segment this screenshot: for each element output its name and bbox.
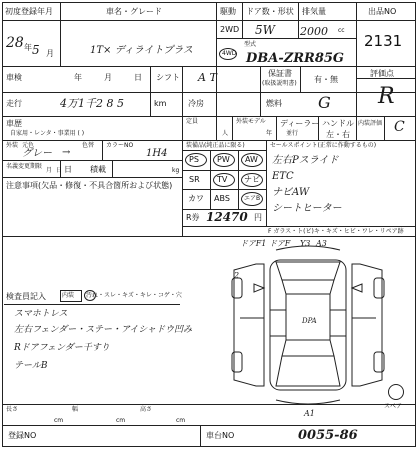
grid-h2 bbox=[2, 66, 415, 67]
equip-h5 bbox=[182, 226, 415, 227]
shaken-label: 車検 bbox=[6, 73, 22, 82]
color-no-label: カラーNO bbox=[106, 142, 134, 149]
diag-mark-ff: ドアF1 ドアF bbox=[240, 239, 291, 248]
changed-day: 日 bbox=[56, 167, 63, 174]
diag-mark-dpa: DPA bbox=[302, 317, 317, 325]
mileage-label: 走行 bbox=[6, 99, 22, 108]
mileage-value: 4万1千2 8 5 bbox=[60, 97, 124, 110]
color-arrow: → bbox=[62, 147, 71, 158]
grid-v-cap2 bbox=[232, 116, 233, 140]
dealer-sub: 並行 bbox=[286, 130, 299, 137]
width-unit: cm bbox=[116, 417, 126, 424]
lot-value: 2131 bbox=[364, 32, 403, 50]
first-reg-label: 初度登録年月 bbox=[5, 7, 53, 16]
recycle-value: 12470 bbox=[206, 210, 248, 224]
note-4: テールB bbox=[14, 361, 48, 371]
handle-label: ハンドル bbox=[322, 119, 354, 128]
handle-value: 左・右 bbox=[326, 130, 350, 139]
displacement-value: 2000 bbox=[300, 25, 328, 38]
load-label: 積載 bbox=[90, 165, 106, 174]
first-reg-year: 28 bbox=[6, 35, 24, 51]
original-label: 元色 bbox=[22, 142, 35, 149]
note-3: Rドアフェンダー千すり bbox=[14, 343, 110, 353]
color-no-value: 1H4 bbox=[146, 148, 168, 159]
diag-mark-2: 2 bbox=[234, 271, 240, 280]
history-sub: 自家用・レンタ・事業用 ( ) bbox=[10, 130, 85, 137]
fuel-value: G bbox=[318, 93, 331, 112]
grid-h7 bbox=[2, 177, 182, 178]
frame-top bbox=[2, 2, 416, 3]
lot-label: 出品NO bbox=[368, 7, 397, 16]
width-label: 幅 bbox=[72, 406, 79, 413]
car-name-label: 車名・グレード bbox=[106, 7, 162, 16]
history-label: 車歴 bbox=[6, 119, 22, 128]
diag-mark-y3: Y3 bbox=[300, 239, 311, 248]
drive-4wd: 4WD bbox=[222, 50, 237, 57]
grid-v-cap bbox=[182, 116, 183, 140]
grid-h-score bbox=[356, 78, 415, 79]
cc-unit: cc bbox=[338, 27, 345, 34]
inspector-rule bbox=[4, 304, 180, 305]
drive-value: 2WD bbox=[220, 25, 240, 34]
diag-mark-a1: A1 bbox=[304, 409, 315, 418]
interior-value: C bbox=[394, 119, 405, 135]
inspector-interior-label: 内装 bbox=[62, 292, 75, 299]
shaken-year: 年 bbox=[74, 73, 82, 82]
equip-pw: PW bbox=[217, 155, 230, 164]
grid-v4 bbox=[298, 2, 299, 38]
equipment-title: 装備品(純正品に限る) bbox=[186, 142, 245, 149]
grid-v-shift bbox=[150, 66, 151, 116]
chassis-label: 車台NO bbox=[206, 431, 235, 440]
height-label: 高さ bbox=[140, 406, 153, 413]
shaken-month: 月 bbox=[104, 73, 112, 82]
warranty-value: 有・無 bbox=[314, 75, 338, 84]
sales-point-4: シートヒーター bbox=[272, 203, 342, 214]
equip-airbag: エアB bbox=[244, 195, 261, 202]
first-reg-month: 5 bbox=[32, 43, 40, 57]
car-diagram bbox=[228, 240, 388, 410]
car-name-value: 1T× ディライトプラス bbox=[90, 45, 193, 56]
warranty-label: 保証書 bbox=[268, 69, 292, 78]
recycle-label: R券 bbox=[186, 213, 200, 222]
inspector-interior-options: 汚れ・スレ・キズ・キレ・コゲ・穴 bbox=[86, 292, 182, 299]
equip-ps: PS bbox=[189, 155, 199, 164]
chassis-value: 0055-86 bbox=[298, 428, 358, 443]
grid-v-colorno bbox=[102, 140, 103, 160]
grid-h6 bbox=[2, 160, 182, 161]
frame-left bbox=[2, 2, 3, 447]
year-unit: 年 bbox=[24, 43, 32, 52]
grid-v3 bbox=[242, 2, 243, 38]
exterior-label: 外装 bbox=[6, 142, 19, 149]
model-value: DBA-ZRR85G bbox=[246, 51, 345, 66]
warranty-sub: (取扱説明書) bbox=[262, 80, 297, 87]
grid-v1 bbox=[60, 2, 61, 66]
grid-h-footer bbox=[2, 425, 415, 426]
changed-label: 名義変更期限 bbox=[6, 163, 43, 170]
length-label: 長さ bbox=[6, 406, 19, 413]
grid-v5 bbox=[356, 2, 357, 140]
model-change-unit: 年 bbox=[266, 130, 273, 137]
area-label: 日 bbox=[64, 165, 72, 174]
color-label: 色替 bbox=[82, 142, 95, 149]
grid-h-model bbox=[216, 38, 356, 39]
inspector-title: 検査員記入 bbox=[6, 292, 46, 301]
grid-h-diag bbox=[2, 236, 415, 237]
grid-h5 bbox=[2, 140, 415, 141]
capacity-unit: 人 bbox=[222, 130, 229, 137]
model-label: 型式 bbox=[244, 41, 257, 48]
note-1: スマホトレス bbox=[14, 309, 68, 319]
sales-point-2: ETC bbox=[272, 171, 294, 182]
model-change-label: 外装モデル bbox=[236, 118, 266, 125]
ac-label: 冷房 bbox=[188, 99, 204, 108]
grid-v-dealer bbox=[276, 116, 277, 140]
diagram-footer: F ガラス・ト(ビ)キ・キズ・ヒビ・ワレ・リペア跡 bbox=[268, 228, 404, 235]
diag-mark-a3: A3 bbox=[316, 239, 327, 248]
equip-v2 bbox=[238, 150, 239, 209]
sales-point-1: 左右Pスライド bbox=[272, 155, 339, 166]
equip-abs: ABS bbox=[214, 194, 230, 203]
spare-tire-icon bbox=[388, 384, 404, 400]
door-value: 5W bbox=[255, 23, 275, 37]
equip-aw: AW bbox=[245, 155, 258, 164]
frame-bottom bbox=[2, 446, 416, 447]
dealer-label: ディーラー bbox=[280, 119, 320, 128]
load-unit: kg bbox=[172, 167, 180, 174]
shift-value: A T bbox=[198, 71, 217, 84]
spare-label: スペア bbox=[384, 403, 403, 410]
length-unit: cm bbox=[54, 417, 64, 424]
door-label: ドア数・形状 bbox=[246, 7, 294, 16]
equip-h1 bbox=[182, 150, 266, 151]
drive-label: 駆動 bbox=[220, 7, 236, 16]
interior-label: 内装評価 bbox=[358, 120, 383, 127]
grid-v-footer bbox=[200, 425, 201, 447]
grid-v-equip bbox=[182, 140, 183, 236]
capacity-label: 定員 bbox=[186, 118, 199, 125]
equip-sr: SR bbox=[189, 175, 200, 184]
displacement-label: 排気量 bbox=[302, 7, 326, 16]
fuel-label: 燃料 bbox=[266, 99, 282, 108]
equip-h2 bbox=[182, 170, 266, 171]
equip-navi: ナビ bbox=[244, 175, 260, 184]
grid-h1 bbox=[2, 20, 415, 21]
mileage-unit: km bbox=[154, 99, 167, 108]
equip-leather: カワ bbox=[188, 194, 204, 203]
height-unit: cm bbox=[176, 417, 186, 424]
grid-v-interior bbox=[384, 116, 385, 140]
remarks-label: 注意事項(欠品・修復・不具合箇所および状態) bbox=[6, 181, 173, 190]
grid-h4 bbox=[2, 116, 415, 117]
score-label: 評価点 bbox=[370, 69, 394, 78]
sales-point-3: ナビAW bbox=[272, 187, 310, 198]
sales-title: セールスポイント(正常に作動するもの) bbox=[270, 142, 377, 149]
grid-v-warranty bbox=[260, 66, 261, 116]
equip-v1 bbox=[210, 150, 211, 209]
grid-h3 bbox=[2, 92, 415, 93]
original-value: グレー bbox=[22, 148, 52, 159]
frame-right bbox=[415, 2, 416, 447]
grid-v-sales bbox=[266, 140, 267, 226]
shaken-day: 日 bbox=[134, 73, 142, 82]
changed-month: 月 bbox=[46, 167, 53, 174]
score-value: R bbox=[378, 84, 395, 109]
grid-v-load bbox=[112, 160, 113, 177]
grid-v-shift2 bbox=[182, 66, 183, 116]
reg-label: 登録NO bbox=[8, 431, 37, 440]
note-2: 左右フェンダー・ステー・アイシャドウ凹み bbox=[14, 325, 193, 335]
month-unit: 月 bbox=[46, 49, 54, 58]
recycle-unit: 円 bbox=[254, 213, 262, 222]
grid-v-warranty2 bbox=[300, 66, 301, 92]
equip-h3 bbox=[182, 189, 266, 190]
shift-label: シフト bbox=[156, 73, 180, 82]
interior-circle bbox=[84, 290, 96, 301]
equip-tv: TV bbox=[217, 175, 228, 184]
